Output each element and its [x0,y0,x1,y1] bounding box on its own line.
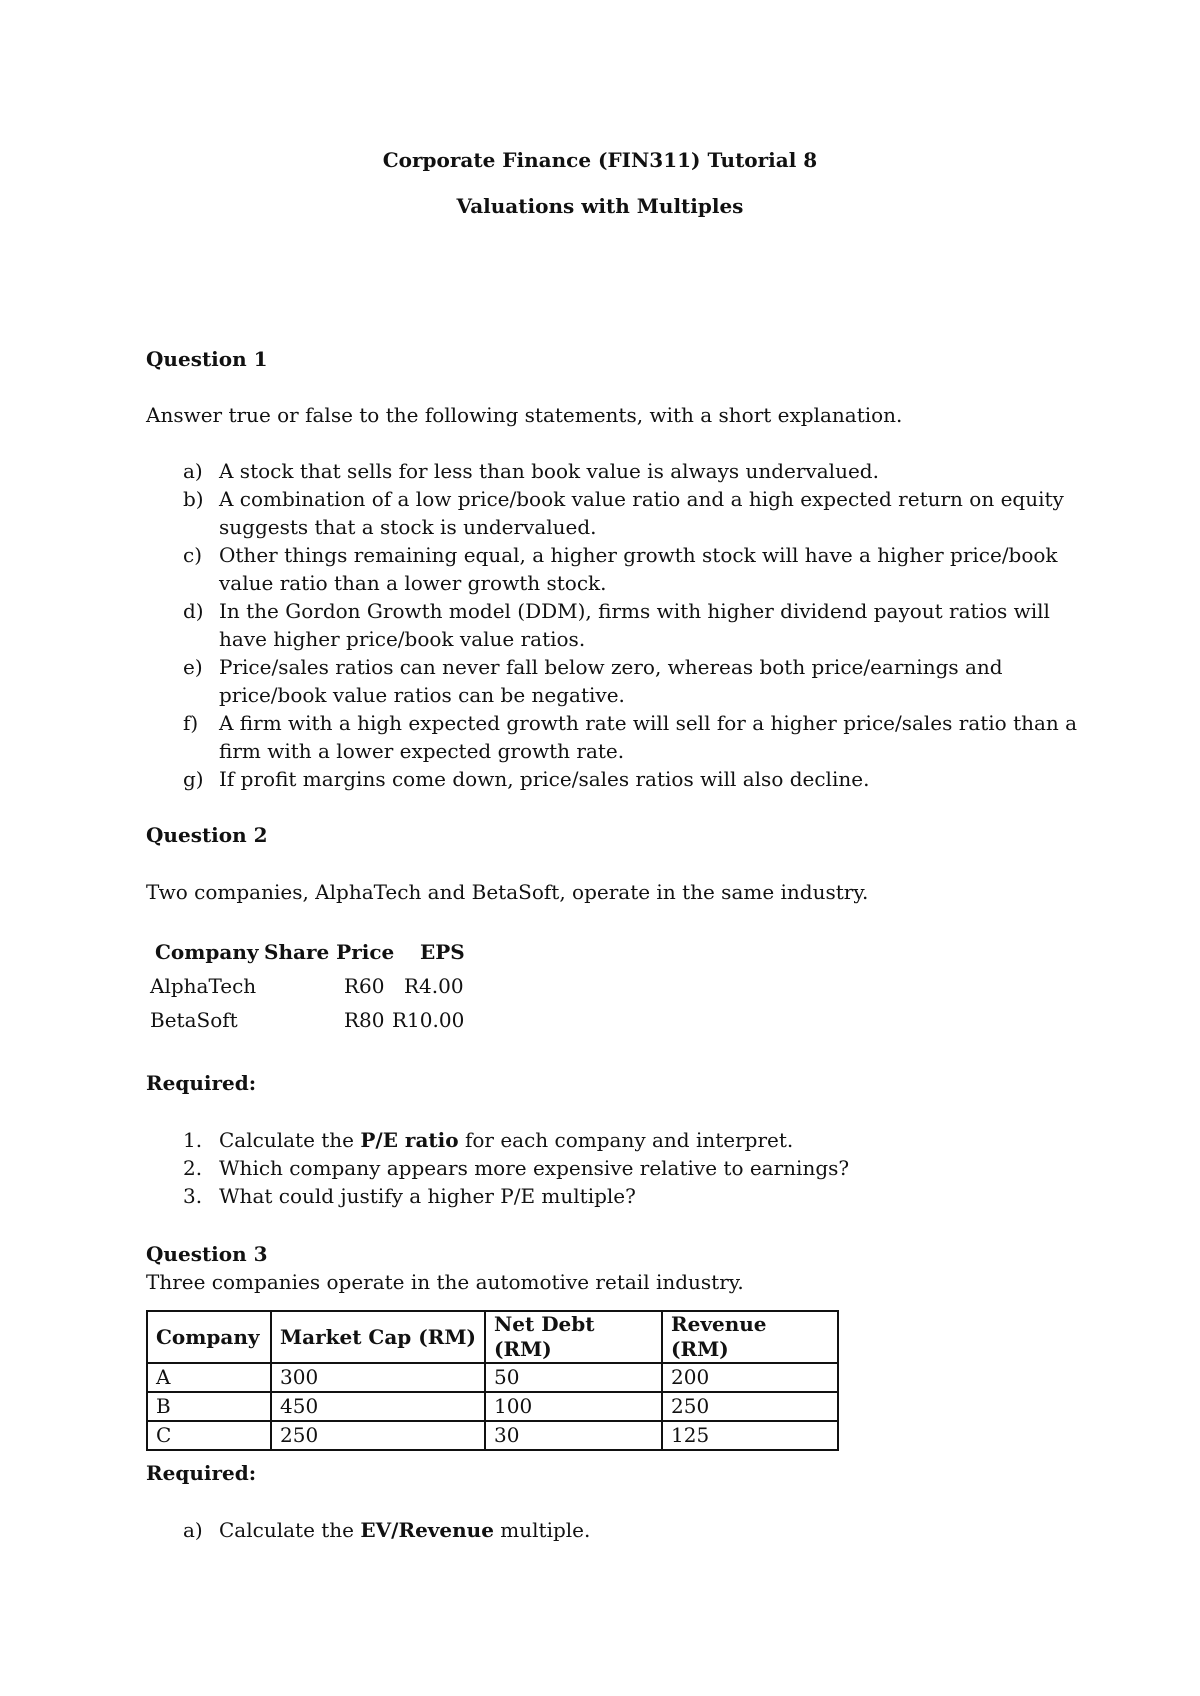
list-item-text: value ratio than a lower growth stock. [219,571,607,595]
table-cell: 30 [485,1421,662,1450]
table-header-cell: Revenue (RM) [662,1311,838,1363]
list-item-marker: c) [183,543,203,567]
table-header-cell: Net Debt (RM) [485,1311,662,1363]
table-header-cell: Market Cap (RM) [271,1311,485,1363]
list-item-text: A firm with a high expected growth rate will sell for a higher price/sales ratio than a [219,711,1078,735]
page-title: Corporate Finance (FIN311) Tutorial 8 [382,148,818,172]
list-item-text: Calculate the P/E ratio for each company and interpret. [219,1128,794,1152]
table-row [147,1363,838,1392]
table-header-cell: Company [147,1311,271,1363]
list-item-text: suggests that a stock is undervalued. [219,515,597,539]
list-item-text: Price/sales ratios can never fall below zero, whereas both price/earnings and [219,655,1003,679]
table-cell: R80 [344,1008,385,1032]
list-item-marker: e) [183,655,203,679]
table-cell: BetaSoft [150,1008,238,1032]
table-cell: 100 [485,1392,662,1421]
list-item-text: Which company appears more expensive relative to earnings? [219,1156,850,1180]
list-item-marker: 1. [183,1128,203,1152]
table-cell: R4.00 [404,974,464,998]
table-cell: A [147,1363,271,1392]
question-3-required: Required: [146,1461,257,1485]
table-cell: C [147,1421,271,1450]
table-row [147,1421,838,1450]
list-item-text: have higher price/book value ratios. [219,627,586,651]
question-2-heading: Question 2 [146,823,268,847]
table-cell: 200 [662,1363,838,1392]
question-3-heading: Question 3 [146,1242,268,1266]
list-item-text: price/book value ratios can be negative. [219,683,625,707]
table-cell: 250 [271,1421,485,1450]
table-row [147,1392,838,1421]
list-item-marker: 2. [183,1156,203,1180]
list-item-text: What could justify a higher P/E multiple? [219,1184,636,1208]
list-item-marker: a) [183,1518,203,1542]
list-item-text: A combination of a low price/book value ratio and a high expected return on equity [219,487,1064,511]
table-cell: B [147,1392,271,1421]
list-item-text: A stock that sells for less than book value is always undervalued. [219,459,879,483]
list-item-marker: f) [183,711,199,735]
table-header-cell: EPS [420,940,465,964]
list-item-text: If profit margins come down, price/sales ratios will also decline. [219,767,870,791]
table-cell: R10.00 [392,1008,465,1032]
list-item-marker: g) [183,767,204,791]
question-1-intro: Answer true or false to the following statements, with a short explanation. [146,403,903,427]
list-item-marker: 3. [183,1184,203,1208]
question-3-table [146,1310,839,1451]
list-item-text: Other things remaining equal, a higher growth stock will have a higher price/book [219,543,1058,567]
table-cell: 50 [485,1363,662,1392]
list-item-text: Calculate the EV/Revenue multiple. [219,1518,591,1542]
table-cell: 300 [271,1363,485,1392]
list-item-marker: b) [183,487,204,511]
page-subtitle: Valuations with Multiples [456,194,744,218]
table-cell: 125 [662,1421,838,1450]
table-header-cell: Company [155,940,259,964]
table-cell: 450 [271,1392,485,1421]
question-2-intro: Two companies, AlphaTech and BetaSoft, operate in the same industry. [146,880,869,904]
question-3-intro: Three companies operate in the automotive retail industry. [146,1270,744,1294]
table-cell: AlphaTech [150,974,257,998]
list-item-text: In the Gordon Growth model (DDM), firms with higher dividend payout ratios will [219,599,1050,623]
table-cell: R60 [344,974,385,998]
question-1-heading: Question 1 [146,347,268,371]
list-item-marker: a) [183,459,203,483]
table-header-cell: Share Price [264,940,395,964]
question-2-required: Required: [146,1071,257,1095]
list-item-marker: d) [183,599,204,623]
table-cell: 250 [662,1392,838,1421]
list-item-text: firm with a lower expected growth rate. [219,739,625,763]
table-header-row [147,1311,838,1363]
